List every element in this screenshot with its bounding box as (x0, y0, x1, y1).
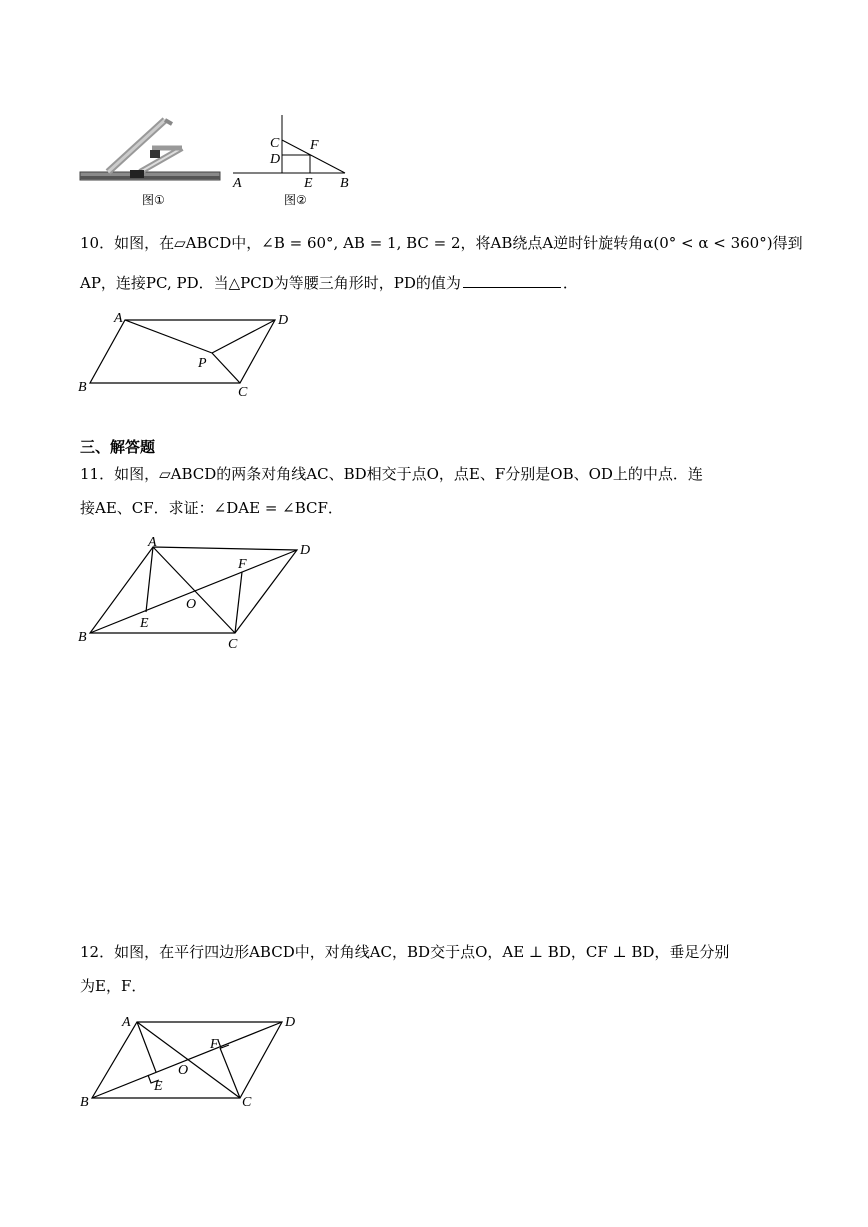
q10-label-A: A (114, 311, 123, 326)
q10-line-1: 10．如图，在▱ABCD中，∠B = 60°, AB = 1, BC = 2，将AB绕点A逆时针旋转角α(0° < α < 360°)得到 (80, 234, 803, 252)
q10-line-2 (80, 272, 792, 294)
q12-line-2: 为E，F． (80, 977, 147, 995)
q10-line-2-text: AP，连接PC, PD．当△PCD为等腰三角形时，PD的值为 (80, 274, 461, 292)
q11-label-B: B (78, 630, 87, 645)
q11-label-A: A (148, 535, 157, 550)
top-figures (70, 110, 370, 210)
diagram-figure-2 (233, 115, 345, 173)
label-A: A (233, 176, 242, 191)
q12-label-A: A (122, 1015, 131, 1030)
label-B: B (340, 176, 349, 191)
q11-label-O: O (186, 597, 197, 612)
hinge-photo (80, 120, 220, 180)
q10-label-D: D (278, 313, 289, 328)
q11-label-F: F (238, 557, 247, 572)
q12-label-O: O (178, 1063, 189, 1078)
label-C: C (270, 136, 280, 151)
q11-line-2: 接AE、CF．求证：∠DAE = ∠BCF． (80, 499, 343, 517)
q10-label-B: B (78, 380, 87, 395)
q12-line-1: 12．如图，在平行四边形ABCD中，对角线AC，BD交于点O，AE ⊥ BD，CF ⊥ BD，垂足分别 (80, 943, 730, 961)
q10-label-P: P (198, 356, 207, 371)
label-F: F (310, 138, 319, 153)
q10-label-C: C (238, 385, 248, 400)
label-D: D (270, 152, 281, 167)
q12-label-E: E (154, 1079, 163, 1094)
q12-label-C: C (242, 1095, 252, 1110)
q10-line-2-end: ． (562, 274, 578, 292)
q12-label-D: D (285, 1015, 296, 1030)
q11-label-D: D (300, 543, 311, 558)
caption-figure-2: 图② (284, 193, 307, 207)
q12-label-B: B (80, 1095, 89, 1110)
q12-figure (70, 1008, 330, 1113)
answer-blank[interactable] (463, 273, 561, 288)
section-title: 三、解答题 (80, 438, 156, 456)
q11-figure (70, 530, 330, 655)
q11-label-C: C (228, 637, 238, 652)
q11-line-1: 11．如图，▱ABCD的两条对角线AC、BD相交于点O，点E、F分别是OB、OD上的中点．连 (80, 465, 703, 483)
label-E: E (304, 176, 313, 191)
q11-label-E: E (140, 616, 149, 631)
q12-label-F: F (210, 1037, 219, 1052)
caption-figure-1: 图① (142, 193, 165, 207)
q10-figure (70, 305, 310, 400)
